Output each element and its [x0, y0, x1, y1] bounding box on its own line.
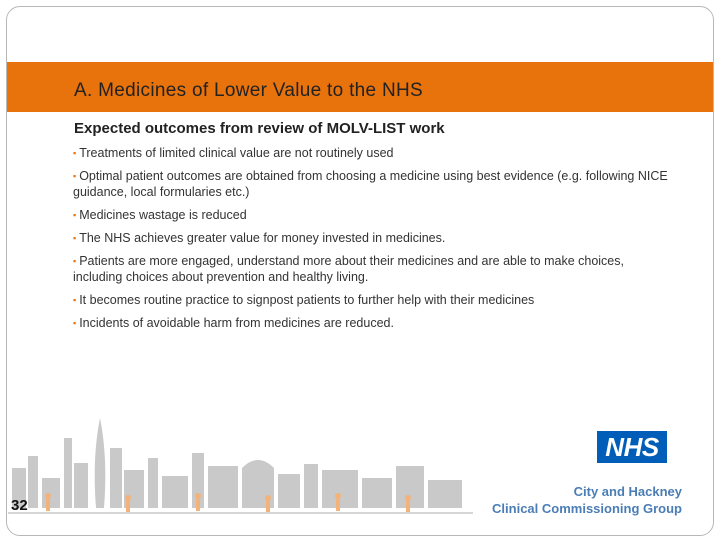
bullet-item: ▪ Treatments of limited clinical value are not routinely used [73, 146, 394, 160]
bullet-marker: ▪ [73, 171, 77, 181]
nhs-logo: NHS [597, 431, 667, 463]
slide-subtitle: Expected outcomes from review of MOLV-LIST work [74, 120, 445, 137]
page-number: 32 [11, 497, 28, 514]
city-skyline-illustration [8, 408, 473, 520]
bullet-item: ▪ Patients are more engaged, understand more about their medicines and are able to make choices, including choices about prevention and healthy living. [73, 254, 624, 284]
bullet-marker: ▪ [73, 256, 77, 266]
org-name-line2: Clinical Commissioning Group [492, 501, 682, 516]
bullet-item: ▪ The NHS achieves greater value for money invested in medicines. [73, 231, 446, 245]
bullet-list [73, 145, 673, 338]
bullet-marker: ▪ [73, 295, 77, 305]
bullet-item: ▪ Optimal patient outcomes are obtained from choosing a medicine using best evidence (e.g. following NICE guidance, local formularies etc.) [73, 169, 668, 199]
bullet-marker: ▪ [73, 233, 77, 243]
bullet-item: ▪ Medicines wastage is reduced [73, 208, 247, 222]
slide-title: A. Medicines of Lower Value to the NHS [74, 80, 423, 101]
bullet-item: ▪ Incidents of avoidable harm from medicines are reduced. [73, 316, 394, 330]
org-name-line1: City and Hackney [573, 484, 682, 499]
bullet-marker: ▪ [73, 318, 77, 328]
bullet-item: ▪ It becomes routine practice to signpost patients to further help with their medicines [73, 293, 535, 307]
bullet-marker: ▪ [73, 210, 77, 220]
bullet-marker: ▪ [73, 148, 77, 158]
